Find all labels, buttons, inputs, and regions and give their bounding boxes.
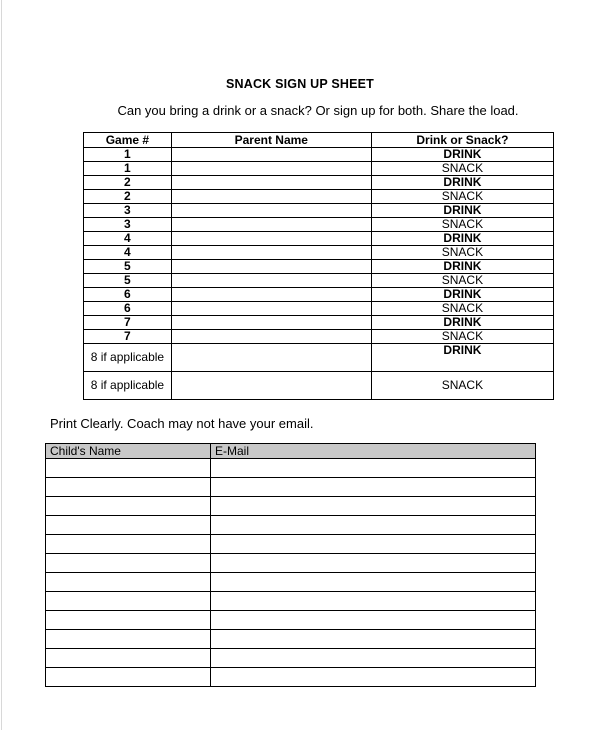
game-number-cell: 6 — [84, 302, 172, 316]
table-row — [46, 668, 536, 687]
game-number-cell: 4 — [84, 246, 172, 260]
email-cell[interactable] — [211, 497, 536, 516]
header-parent-name: Parent Name — [171, 133, 371, 148]
email-cell[interactable] — [211, 630, 536, 649]
table-row — [46, 573, 536, 592]
header-game-number: Game # — [84, 133, 172, 148]
page-subtitle: Can you bring a drink or a snack? Or sign up for both. Share the load. — [117, 103, 519, 118]
drink-or-snack-cell: DRINK — [371, 204, 553, 218]
parent-name-cell[interactable] — [171, 330, 371, 344]
child-name-cell[interactable] — [46, 554, 211, 573]
table-row — [84, 316, 554, 330]
table-row — [84, 162, 554, 176]
drink-or-snack-cell: SNACK — [371, 218, 553, 232]
child-name-cell[interactable] — [46, 459, 211, 478]
header-drink-or-snack: Drink or Snack? — [371, 133, 553, 148]
game-number-cell: 7 — [84, 316, 172, 330]
table-row — [84, 372, 554, 400]
game-number-cell: 4 — [84, 232, 172, 246]
table-row — [84, 288, 554, 302]
drink-or-snack-cell: SNACK — [371, 162, 553, 176]
game-number-cell: 5 — [84, 274, 172, 288]
parent-name-cell[interactable] — [171, 176, 371, 190]
print-clearly-note: Print Clearly. Coach may not have your email. — [50, 416, 314, 431]
drink-or-snack-cell: SNACK — [371, 190, 553, 204]
table-row — [46, 535, 536, 554]
email-cell[interactable] — [211, 668, 536, 687]
email-cell[interactable] — [211, 611, 536, 630]
parent-name-cell[interactable] — [171, 274, 371, 288]
table-row — [84, 344, 554, 372]
table-row — [46, 554, 536, 573]
table-row — [84, 148, 554, 162]
drink-or-snack-cell: DRINK — [371, 232, 553, 246]
drink-or-snack-cell: DRINK — [371, 344, 553, 372]
child-name-cell[interactable] — [46, 573, 211, 592]
table-row — [46, 611, 536, 630]
parent-name-cell[interactable] — [171, 190, 371, 204]
child-name-cell[interactable] — [46, 611, 211, 630]
game-number-cell: 8 if applicable — [84, 344, 172, 372]
email-cell[interactable] — [211, 573, 536, 592]
table-row — [46, 649, 536, 668]
table-row — [46, 592, 536, 611]
child-name-cell[interactable] — [46, 649, 211, 668]
parent-name-cell[interactable] — [171, 302, 371, 316]
table-row — [84, 246, 554, 260]
game-number-cell: 1 — [84, 162, 172, 176]
email-cell[interactable] — [211, 535, 536, 554]
table-row — [84, 330, 554, 344]
table-row — [84, 274, 554, 288]
drink-or-snack-cell: DRINK — [371, 148, 553, 162]
table-row — [46, 497, 536, 516]
drink-or-snack-cell: SNACK — [371, 372, 553, 400]
email-header-row — [46, 444, 536, 459]
table-row — [46, 459, 536, 478]
child-name-cell[interactable] — [46, 497, 211, 516]
email-cell[interactable] — [211, 554, 536, 573]
table-row — [46, 516, 536, 535]
table-row — [84, 204, 554, 218]
table-row — [46, 478, 536, 497]
parent-name-cell[interactable] — [171, 344, 371, 372]
drink-or-snack-cell: DRINK — [371, 176, 553, 190]
drink-or-snack-cell: DRINK — [371, 288, 553, 302]
table-row — [84, 260, 554, 274]
email-cell[interactable] — [211, 459, 536, 478]
child-name-cell[interactable] — [46, 478, 211, 497]
snack-signup-table — [83, 132, 554, 400]
parent-name-cell[interactable] — [171, 246, 371, 260]
parent-name-cell[interactable] — [171, 260, 371, 274]
parent-name-cell[interactable] — [171, 162, 371, 176]
drink-or-snack-cell: SNACK — [371, 330, 553, 344]
child-name-cell[interactable] — [46, 630, 211, 649]
table-row — [84, 176, 554, 190]
parent-name-cell[interactable] — [171, 372, 371, 400]
game-number-cell: 1 — [84, 148, 172, 162]
game-number-cell: 3 — [84, 204, 172, 218]
table-row — [84, 232, 554, 246]
email-cell[interactable] — [211, 516, 536, 535]
email-cell[interactable] — [211, 592, 536, 611]
table-row — [84, 218, 554, 232]
parent-name-cell[interactable] — [171, 316, 371, 330]
email-cell[interactable] — [211, 649, 536, 668]
drink-or-snack-cell: DRINK — [371, 316, 553, 330]
game-number-cell: 6 — [84, 288, 172, 302]
child-name-cell[interactable] — [46, 668, 211, 687]
child-name-cell[interactable] — [46, 592, 211, 611]
game-number-cell: 2 — [84, 176, 172, 190]
drink-or-snack-cell: SNACK — [371, 274, 553, 288]
game-number-cell: 7 — [84, 330, 172, 344]
game-number-cell: 5 — [84, 260, 172, 274]
email-table — [45, 443, 536, 687]
game-number-cell: 2 — [84, 190, 172, 204]
game-number-cell: 3 — [84, 218, 172, 232]
drink-or-snack-cell: DRINK — [371, 260, 553, 274]
email-cell[interactable] — [211, 478, 536, 497]
header-email: E-Mail — [211, 444, 536, 459]
parent-name-cell[interactable] — [171, 288, 371, 302]
child-name-cell[interactable] — [46, 516, 211, 535]
parent-name-cell[interactable] — [171, 204, 371, 218]
drink-or-snack-cell: SNACK — [371, 246, 553, 260]
header-childs-name: Child's Name — [46, 444, 211, 459]
parent-name-cell[interactable] — [171, 232, 371, 246]
parent-name-cell[interactable] — [171, 218, 371, 232]
drink-or-snack-cell: SNACK — [371, 302, 553, 316]
table-header-row — [84, 133, 554, 148]
table-row — [84, 190, 554, 204]
game-number-cell: 8 if applicable — [84, 372, 172, 400]
table-row — [84, 302, 554, 316]
page-title: SNACK SIGN UP SHEET — [225, 77, 375, 91]
parent-name-cell[interactable] — [171, 148, 371, 162]
table-row — [46, 630, 536, 649]
child-name-cell[interactable] — [46, 535, 211, 554]
